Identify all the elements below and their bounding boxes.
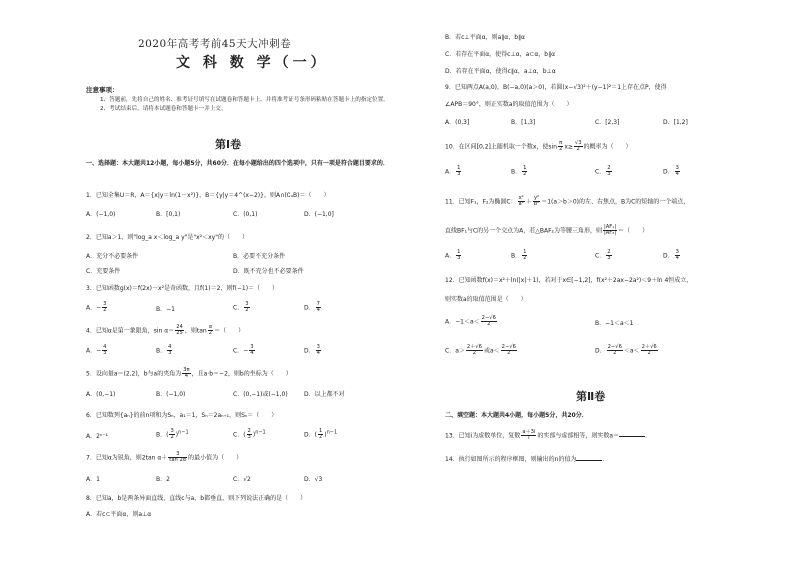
fraction: $\frac{3}{\tan 2\alpha}$ <box>169 451 187 464</box>
fraction: $\frac{1}{3}$ <box>457 249 461 262</box>
q11-line2: 直线BF₁与C的另一个交点为A，若△BAF₂为等腰三角形，则 $\frac{\text{|AF₁|}}{\text{|AF₂|}}$ ＝（ ） <box>445 224 649 237</box>
fraction: $\frac{1}{2}$ <box>523 165 527 178</box>
q1-option-c: C．(0,1) <box>233 211 258 218</box>
fraction: $\frac{2-√6}{2}$ <box>607 344 622 357</box>
q8-option-b: B．若c⊥平面α，则a∥α，b∥α <box>445 34 525 41</box>
q12-option-c: C．a＞ $\frac{2+√6}{2}$ 或a＜ $\frac{2-√6}{2}$ <box>445 344 516 357</box>
q11-line1: 11．已知F₁，F₂为椭圆C： $\frac{\text{x²}}{\text{a²}}$ ＋ $\frac{\text{y²}}{\text{b²}}$ ＝1(a＞b＞0)的左、右焦点，B为C的短轴的一个端点， <box>445 195 690 208</box>
q2-option-c: C．充要条件 <box>86 268 121 275</box>
fraction: $\frac{3}{4}$ <box>675 249 679 262</box>
q9-option-d: D．[1,2] <box>663 119 688 126</box>
fraction: $\frac{2}{3}$ <box>247 428 251 441</box>
q2-option-a: A．充分不必要条件 <box>86 253 139 260</box>
q5-option-d: D．以上都不对 <box>304 391 345 398</box>
q10-option-c: C． $\frac{2}{3}$ <box>595 165 611 178</box>
part1-instruction: 一、选择题：本大题共12小题，每小题5分，共60分．在每小题给出的四个选项中，只有一项是符合题目要求的． <box>86 160 389 167</box>
q3-option-b: B．−1 <box>156 306 175 313</box>
q9-option-a: A．(0,3] <box>445 119 470 126</box>
q12-option-b: B．−1＜a＜1 <box>595 320 634 327</box>
paper-subtitle: 文 科 数 学（一） <box>176 55 329 71</box>
fraction: $\frac{\pi}{2}$ <box>559 140 563 153</box>
q4-option-a: A．− $\frac{4}{3}$ <box>86 344 107 357</box>
q2-option-b: B．必要不充分条件 <box>233 253 286 260</box>
q11-option-d: D． $\frac{3}{4}$ <box>663 249 679 262</box>
q1-option-a: A．(−1,0) <box>86 211 116 218</box>
fraction: $\frac{3}{2}$ <box>170 428 174 441</box>
q5-stem: 5．设向量a＝(2,2)，b与a的夹角为 $\frac{3\pi}{4}$ ，且a·b＝−2，则b的坐标为（ ） <box>86 367 292 380</box>
q11-option-c: C． $\frac{2}{3}$ <box>595 249 611 262</box>
q4-option-b: B． $\frac{4}{3}$ <box>156 344 172 357</box>
q12-option-a: A．−1＜a＜ $\frac{2-√6}{2}$ <box>445 315 496 328</box>
q9-option-c: C．[2,3] <box>595 119 620 126</box>
q6-option-c: C．( $\frac{2}{3}$ )$^{n-1}$ <box>233 428 266 441</box>
q3-option-a: A．− $\frac{3}{2}$ <box>86 301 107 314</box>
fraction: $\frac{3\pi}{4}$ <box>183 367 190 380</box>
q5-option-b: B．(−1,0) <box>156 391 186 398</box>
answer-blank <box>576 460 602 461</box>
notes-heading: 注意事项： <box>86 86 119 94</box>
q3-stem: 3．已知函数g(x)＝f(2x)－x²是奇函数，且f(1)＝2，则f(−1)＝（ ） <box>86 285 279 292</box>
fraction: $\frac{\alpha}{2}$ <box>208 324 213 337</box>
q1-stem: 1．已知全集U＝R，A＝{x|y＝ln(1－x²)}，B＝{y|y＝4^(x−2)}，则A∩(∁ᵤB)＝（ ） <box>86 192 330 199</box>
notes-body <box>86 97 396 115</box>
q8-option-a: A．若c⊂平面α，则a⊥α <box>86 511 152 518</box>
part2-title: 第Ⅱ卷 <box>576 390 606 403</box>
fraction: $\frac{4}{3}$ <box>103 344 107 357</box>
fraction: $\frac{\text{|AF₁|}}{\text{|AF₂|}}$ <box>603 224 617 237</box>
q12-option-d: D． $\frac{2-√6}{2}$ ＜a＜ $\frac{2+√6}{2}$ <box>595 344 657 357</box>
q7-stem: 7．已知α为锐角，则2tan α＋ $\frac{3}{\tan 2\alpha}$ 的最小值为（ ） <box>86 451 243 464</box>
q4-stem: 4．已知α是第一象限角，sin α＝ $\frac{24}{25}$ ，则tan $\frac{\alpha}{2}$ ＝（ ） <box>86 324 245 337</box>
q7-option-c: C．√2 <box>233 476 251 483</box>
q3-option-d: D． $\frac{7}{4}$ <box>304 301 320 314</box>
fraction: $\frac{24}{25}$ <box>176 324 183 337</box>
fraction: $\frac{4}{3}$ <box>168 344 172 357</box>
q2-stem: 2．已知a＞1，则"log_a x＜log_a y"是"x²＜xy"的（ ） <box>86 234 248 241</box>
q1-option-d: D．(−1,0] <box>304 211 334 218</box>
q5-option-c: C．(0,−1)或(−1,0) <box>233 391 288 398</box>
fraction: $\frac{2}{3}$ <box>607 249 611 262</box>
q6-stem: 6．已知数列{aₙ}的前n项和为Sₙ，a₁＝1，Sₙ＝2aₙ₊₁，则Sₙ＝（ ） <box>86 412 278 419</box>
q6-option-a: A．2ⁿ⁻¹ <box>86 433 108 440</box>
fraction: $\frac{3}{4}$ <box>250 344 254 357</box>
q12-line2: 则实数a的取值范围是（ ） <box>445 296 527 303</box>
fraction: $\frac{\text{x²}}{\text{a²}}$ <box>518 195 524 208</box>
q11-option-b: B． $\frac{1}{2}$ <box>511 249 527 262</box>
fraction: $\frac{2-√6}{2}$ <box>501 344 516 357</box>
fraction: $\frac{3}{2}$ <box>103 301 107 314</box>
fraction: $\frac{√3}{2}$ <box>574 140 582 153</box>
q1-option-b: B．[0,1) <box>156 211 181 218</box>
part2-instruction: 二、填空题：本大题共4小题，每小题5分，共20分． <box>445 412 588 419</box>
q9-line1: 9．已知两点A(a,0)，B(−a,0)(a＞0)，若圆(x−√3)²＋(y−1)²＝1上存在点P，使得 <box>445 84 667 91</box>
part1-title: 第Ⅰ卷 <box>215 138 242 151</box>
q7-option-a: A．1 <box>86 476 100 483</box>
q12-line1: 12．已知函数f(x)＝x²＋ln(|x|＋1)，若对于x∈[−1,2]，f(x²＋2ax−2a²)＜9＋ln 4恒成立， <box>445 277 693 284</box>
q6-option-b: B．( $\frac{3}{2}$ )$^{n-1}$ <box>156 428 189 441</box>
note-item: 2、考试结束后，请将本试题卷和答题卡一并上交。 <box>100 105 227 112</box>
q10-option-a: A． $\frac{1}{3}$ <box>445 165 461 178</box>
q3-option-c: C． $\frac{3}{2}$ <box>233 301 249 314</box>
q4-option-d: D． $\frac{3}{4}$ <box>304 344 320 357</box>
paper-title: 2020年高考考前45天大冲刺卷 <box>138 38 292 50</box>
q9-line2: ∠APB＝90°，则正实数a的取值范围为（ ） <box>445 101 573 108</box>
note-item: 1、答题前，先将自己的姓名、准考证号填写在试题卷和答题卡上，并将准考证号条形码粘贴在答题卡上的指定位置。 <box>100 97 389 103</box>
fraction: $\frac{a+3i}{i}$ <box>522 429 536 442</box>
q13-stem: 13．已知i为虚数单位，复数 $\frac{a+3i}{i}$ 的实部与虚部相等，则实数a＝ ． <box>445 429 652 442</box>
fraction: $\frac{\text{y²}}{\text{b²}}$ <box>533 195 540 208</box>
q10-stem: 10．在区间[0,2]上随机取一个数x，使sin $\frac{\pi}{2}$ x≥ $\frac{√3}{2}$ 的概率为（ ） <box>445 140 632 153</box>
fraction: $\frac{2+√6}{2}$ <box>466 344 482 357</box>
fraction: $\frac{3}{4}$ <box>675 165 679 178</box>
q14-stem: 14．执行如图所示的程序框图，则输出的n的值为 ． <box>445 456 609 463</box>
q10-option-d: D． $\frac{3}{4}$ <box>663 165 679 178</box>
q8-option-d: D．若存在平面α，使得c∥α，a⊥α，b⊥α <box>445 68 556 75</box>
q2-option-d: D．既不充分也不必要条件 <box>233 268 304 275</box>
q8-stem: 8．已知a，b是两条异面直线，直线c与a，b都垂直，则下列说法正确的是（ ） <box>86 495 307 502</box>
fraction: $\frac{2+√6}{2}$ <box>641 344 657 357</box>
q10-option-b: B． $\frac{1}{2}$ <box>511 165 527 178</box>
q8-option-c: C．若存在平面α，使得c⊥α，a⊂α，b∥α <box>445 51 556 58</box>
q5-option-a: A．(0,−1) <box>86 391 116 398</box>
fraction: $\frac{3}{4}$ <box>316 344 320 357</box>
answer-blank <box>619 436 645 437</box>
q6-option-d: D．( $\frac{1}{2}$ )$^{n-1}$ <box>304 428 338 441</box>
fraction: $\frac{2}{3}$ <box>607 165 611 178</box>
fraction: $\frac{1}{2}$ <box>523 249 527 262</box>
fraction: $\frac{1}{3}$ <box>457 165 461 178</box>
q11-option-a: A． $\frac{1}{3}$ <box>445 249 461 262</box>
fraction: $\frac{3}{2}$ <box>245 301 249 314</box>
q7-option-b: B．2 <box>156 476 170 483</box>
q7-option-d: D．√3 <box>304 476 323 483</box>
fraction: $\frac{1}{2}$ <box>318 428 323 441</box>
fraction: $\frac{2-√6}{2}$ <box>481 315 496 328</box>
q4-option-c: C．− $\frac{3}{4}$ <box>233 344 254 357</box>
fraction: $\frac{7}{4}$ <box>316 301 320 314</box>
q9-option-b: B．[1,3] <box>511 119 536 126</box>
